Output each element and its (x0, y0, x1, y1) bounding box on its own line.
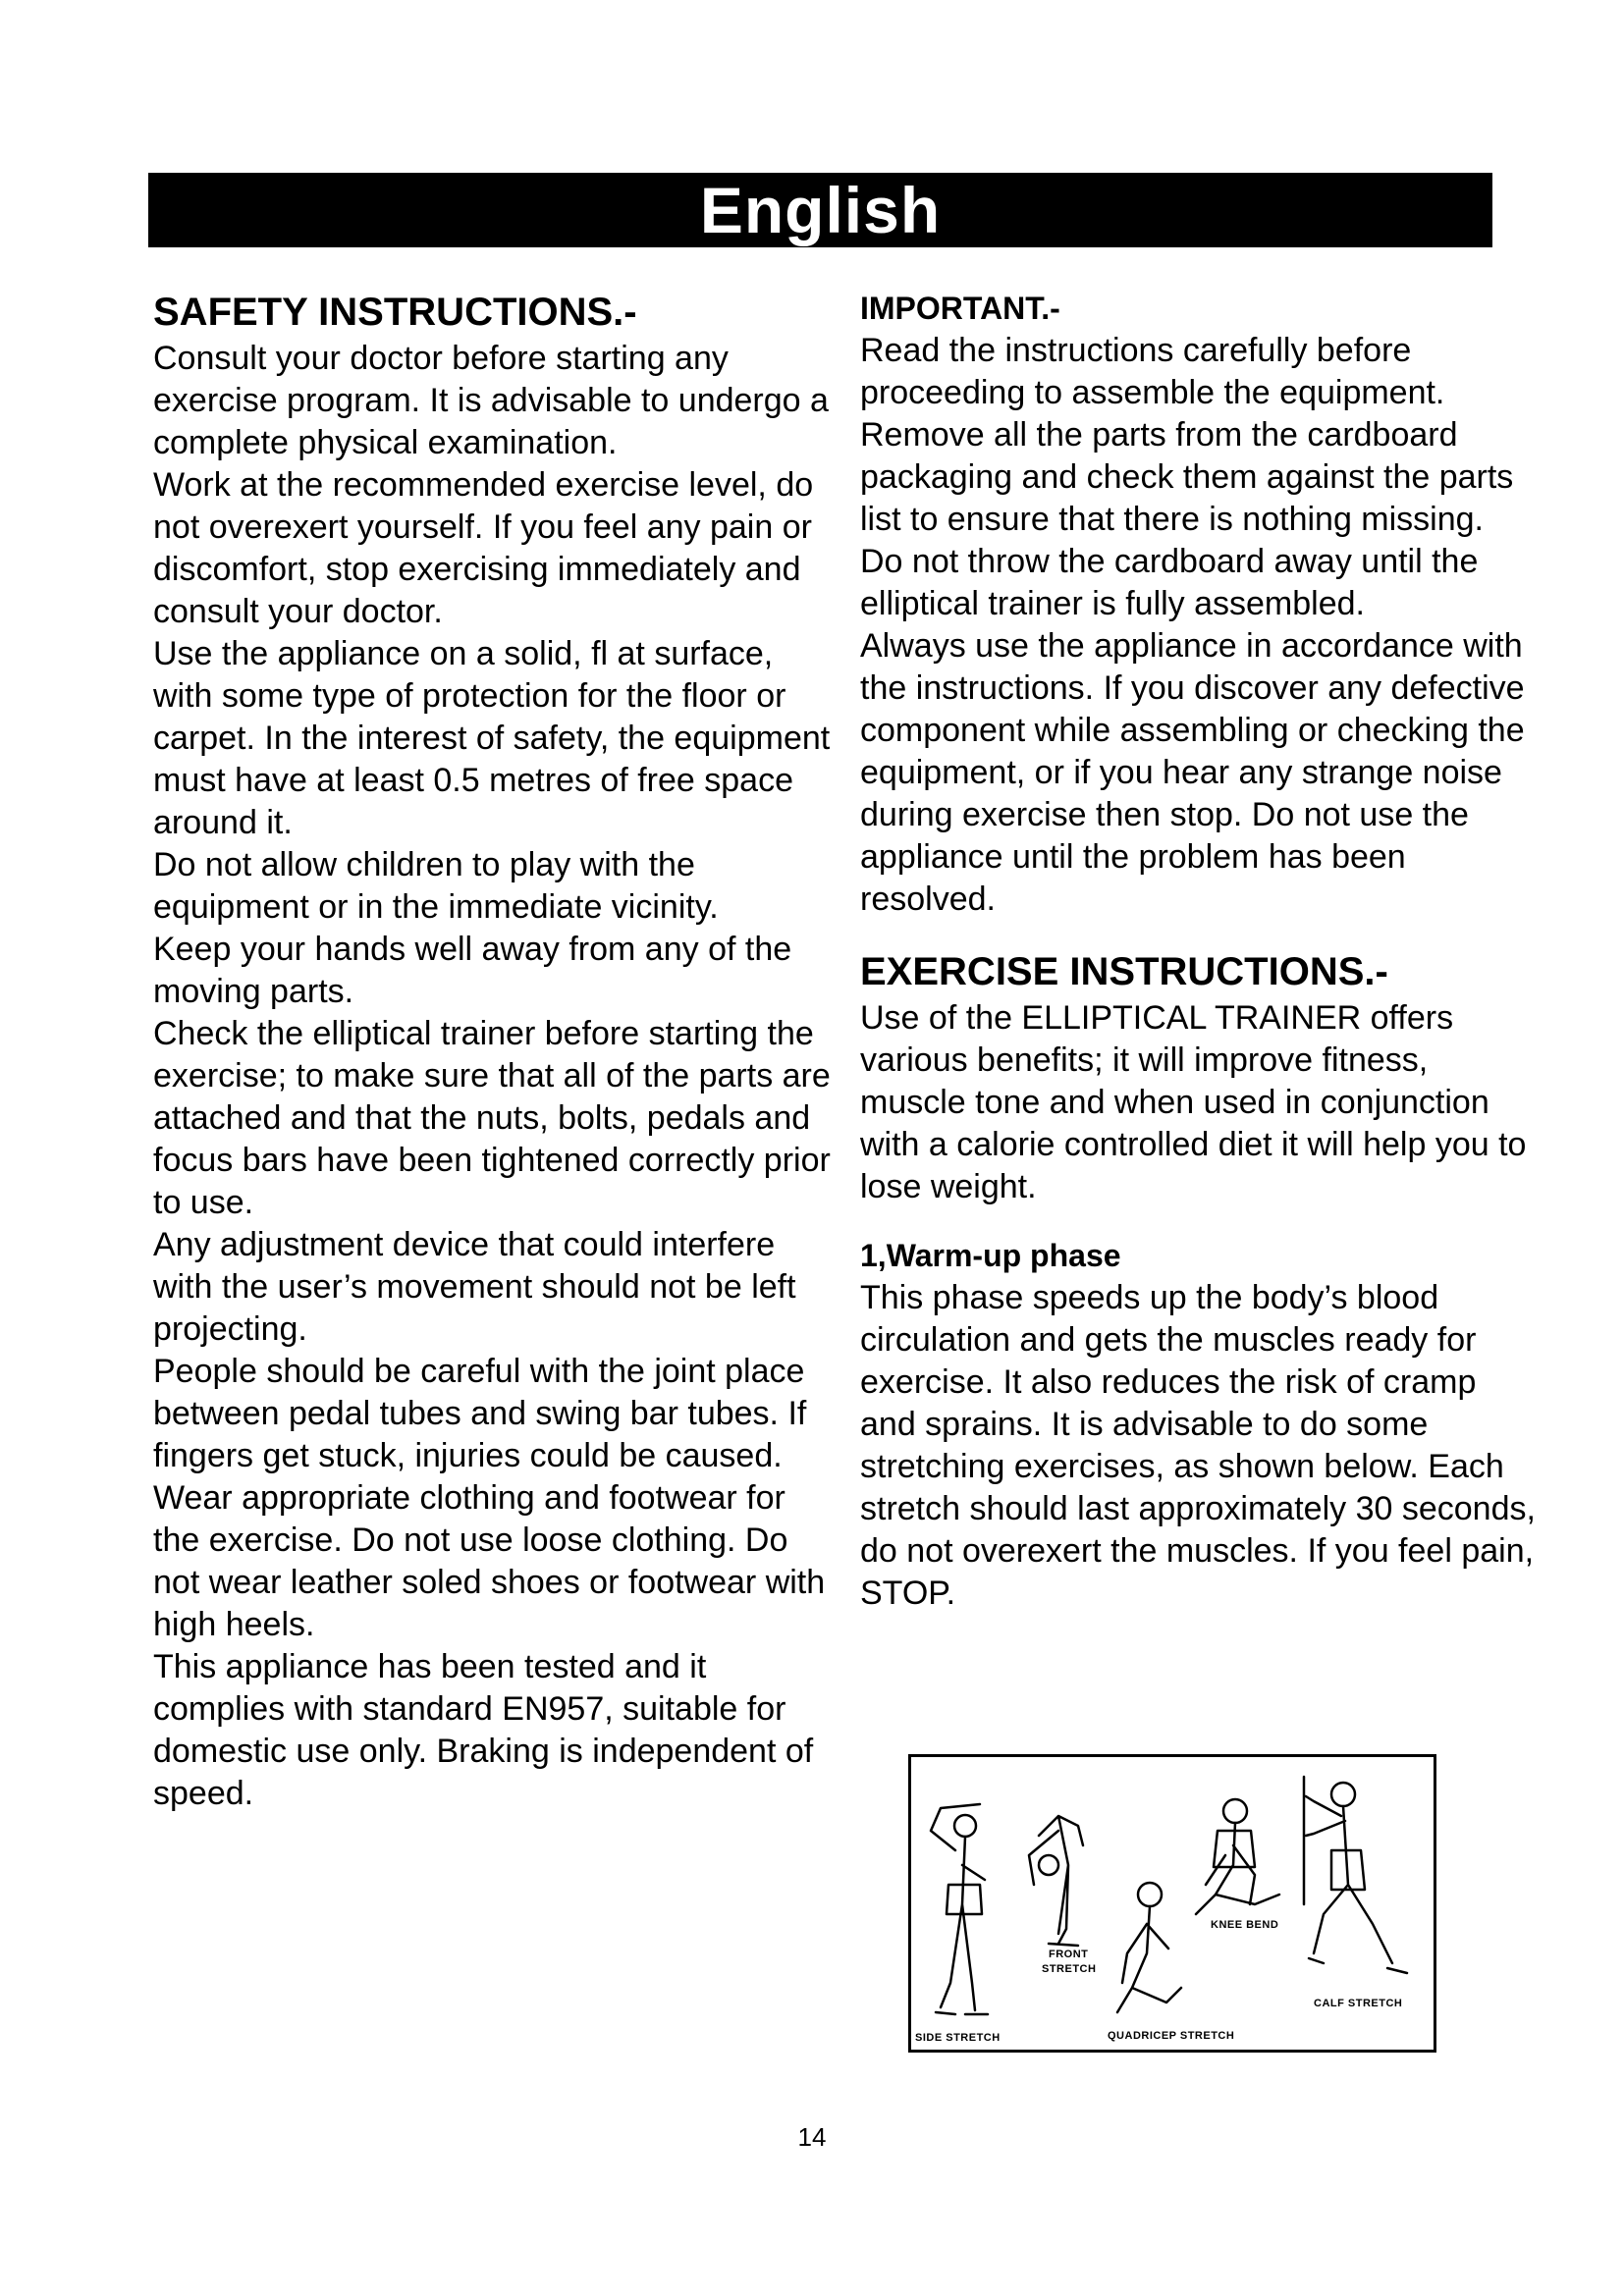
front-stretch-label: STRETCH (1042, 1963, 1097, 1975)
language-title: English (699, 174, 942, 246)
safety-paragraph: This appliance has been tested and it complies with standard EN957, suitable for domestic use only. Braking is independent of speed. (153, 1648, 814, 1812)
safety-paragraph: Wear appropriate clothing and footwear for the exercise. Do not use loose clothing. Do not wear leather soled shoes or footwear with high heels. (153, 1479, 826, 1643)
safety-paragraph: Work at the recommended exercise level, do not overexert yourself. If you feel any pain or discomfort, stop exercising immediately and consult your doctor. (153, 466, 814, 630)
quadricep-stretch-label: QUADRICEP STRETCH (1108, 2030, 1235, 2042)
warmup-text: This phase speeds up the body’s blood circulation and gets the muscles ready for exercise. It also reduces the risk of cramp and sprains. It is advisable to do some stretching exercises, as shown below. Each stretch should last approximately 30 seconds, do not overexert the muscles. If you feel pain, STOP. (860, 1279, 1536, 1612)
right-column (860, 287, 1538, 1615)
knee-bend-label: KNEE BEND (1211, 1919, 1279, 1931)
important-paragraph: Read the instructions carefully before proceeding to assemble the equipment. (860, 332, 1445, 411)
calf-stretch-label: CALF STRETCH (1314, 1998, 1403, 2009)
front-label: FRONT (1049, 1949, 1089, 1960)
safety-paragraph: Keep your hands well away from any of the moving parts. (153, 931, 792, 1010)
page-number: 14 (797, 2122, 827, 2152)
important-paragraph: Remove all the parts from the cardboard packaging and check them against the parts list to ensure that there is nothing missing. (860, 416, 1514, 538)
exercise-heading: EXERCISE INSTRUCTIONS.- (860, 950, 1388, 993)
important-heading: IMPORTANT.- (860, 291, 1060, 326)
side-stretch-label: SIDE STRETCH (915, 2032, 1001, 2044)
safety-paragraph: Do not allow children to play with the equipment or in the immediate vicinity. (153, 846, 719, 926)
language-banner (148, 173, 1492, 247)
important-paragraph: Always use the appliance in accordance with the instructions. If you discover any defective component while assembling or checking the equipment, or if you hear any strange noise during exercise then stop. Do not use the appliance until the problem has been resolved. (860, 627, 1525, 918)
safety-paragraph: Use the appliance on a solid, fl at surface, with some type of protection for the floor or carpet. In the interest of safety, the equipment must have at least 0.5 metres of free space around it. (153, 635, 831, 841)
stretching-figure (908, 1754, 1436, 2053)
safety-paragraph: Consult your doctor before starting any exercise program. It is advisable to undergo a complete physical examination. (153, 340, 829, 461)
safety-heading: SAFETY INSTRUCTIONS.- (153, 291, 637, 334)
safety-section (153, 287, 831, 1815)
warmup-heading: 1,Warm-up phase (860, 1238, 1121, 1273)
safety-paragraph: Any adjustment device that could interfere with the user’s movement should not be left projecting. (153, 1226, 796, 1348)
exercise-intro: Use of the ELLIPTICAL TRAINER offers various benefits; it will improve fitness, muscle tone and when used in conjunction with a calorie controlled diet it will help you to lose weight. (860, 999, 1527, 1205)
important-paragraph: Do not throw the cardboard away until the elliptical trainer is fully assembled. (860, 543, 1479, 622)
safety-paragraph: Check the elliptical trainer before starting the exercise; to make sure that all of the parts are attached and that the nuts, bolts, pedals and focus bars have been tightened correctly prior to use. (153, 1015, 831, 1221)
safety-paragraph: People should be careful with the joint place between pedal tubes and swing bar tubes. If fingers get stuck, injuries could be caused. (153, 1353, 807, 1474)
